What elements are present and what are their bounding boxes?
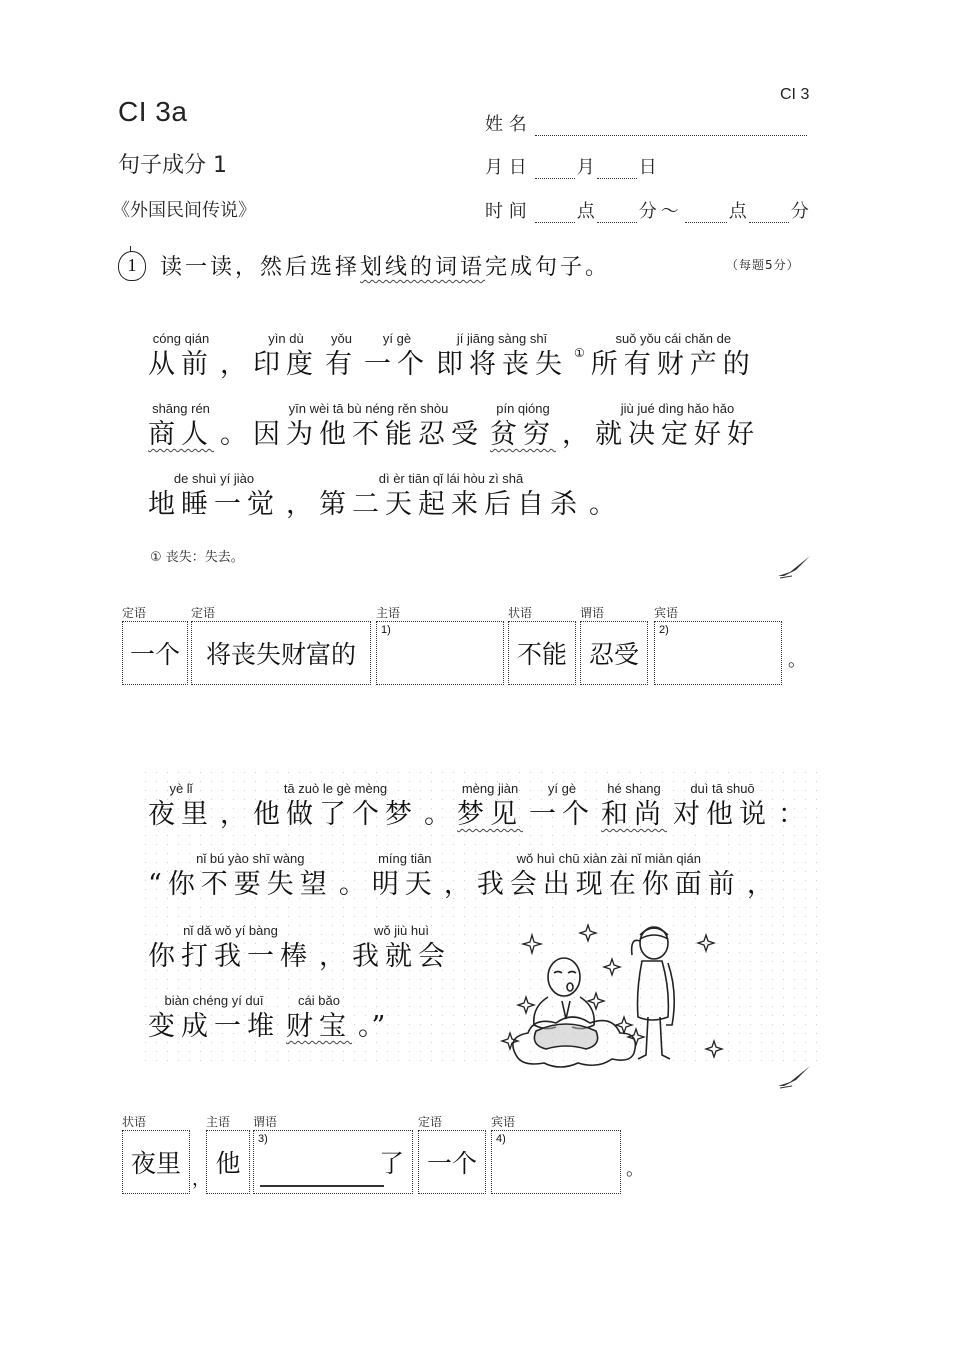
instruction-text-underlined: 划线的词语	[360, 255, 486, 280]
comma: ，	[192, 1169, 210, 1190]
month-field[interactable]	[535, 160, 575, 179]
punctuation	[220, 330, 247, 382]
date-label: 月 日	[485, 157, 527, 178]
hanzi: 。”	[358, 1011, 386, 1042]
word	[325, 330, 358, 382]
pinyin: pín qióng	[496, 401, 550, 416]
hanzi: 他做了个梦	[253, 799, 418, 830]
given-box	[508, 621, 576, 685]
hanzi: 。	[424, 799, 451, 830]
word[interactable]	[490, 400, 556, 452]
word	[148, 922, 313, 974]
underlined-word: 和尚	[601, 799, 667, 830]
time-separator: ～	[660, 201, 679, 222]
blank-number: 3)	[258, 1133, 268, 1145]
punctuation	[220, 400, 247, 452]
end-hour-field[interactable]	[685, 204, 727, 223]
word	[529, 780, 595, 832]
hanzi: 变成一堆	[148, 1011, 280, 1042]
box-text: 夜里	[130, 1149, 181, 1178]
underlined-word: 财宝	[286, 1011, 352, 1042]
name-label: 姓 名	[485, 114, 527, 135]
hanzi: 一个	[529, 799, 595, 830]
punctuation	[747, 850, 774, 902]
pinyin: cóng qián	[152, 331, 210, 346]
word	[148, 470, 280, 522]
hanzi: 我会出现在你面前	[476, 869, 741, 900]
punctuation	[220, 780, 247, 832]
pinyin: suǒ yǒu cái chǎn de	[615, 331, 732, 346]
pinyin: yí gè	[382, 331, 412, 346]
question-number: 1	[127, 255, 137, 275]
monk-illustration	[496, 905, 816, 1075]
given-box	[580, 621, 648, 685]
hanzi: 。	[338, 869, 366, 900]
word	[436, 330, 568, 382]
hanzi: ，	[443, 869, 471, 900]
name-field[interactable]	[535, 117, 807, 136]
minute-label: 分	[638, 201, 657, 222]
end-minute-field[interactable]	[749, 204, 789, 223]
hanzi: “	[148, 869, 162, 900]
passage-line	[148, 922, 457, 974]
punctuation	[319, 922, 346, 974]
underlined-word: 梦见	[457, 799, 523, 830]
hanzi: 我就会	[352, 941, 451, 972]
pinyin: hé shang	[607, 781, 661, 796]
hanzi: ，	[220, 799, 247, 830]
quill-icon	[776, 554, 812, 580]
answer-box[interactable]	[253, 1130, 413, 1194]
word[interactable]	[457, 780, 523, 832]
pinyin: wǒ jiù huì	[374, 923, 429, 938]
hanzi: 。	[589, 489, 616, 520]
word	[372, 850, 438, 902]
pinyin: dì èr tiān qǐ lái hòu zì shā	[378, 471, 524, 486]
period: 。	[626, 1159, 644, 1180]
box-text: 一个	[129, 640, 180, 669]
passage-line	[148, 470, 622, 522]
month-label: 月	[576, 157, 595, 178]
pinyin: yìn dù	[268, 331, 304, 346]
start-hour-field[interactable]	[535, 204, 575, 223]
punctuation	[339, 850, 366, 902]
answer-box[interactable]	[491, 1130, 621, 1194]
book-title: 《外国民间传说》	[112, 200, 256, 221]
name-row	[485, 110, 809, 136]
grammar-label: 宾语	[654, 606, 679, 620]
answer-underline[interactable]	[260, 1185, 384, 1187]
hanzi: ，	[319, 941, 346, 972]
grammar-label: 定语	[122, 606, 147, 620]
blank-number: 4)	[496, 1133, 506, 1145]
pinyin: yí gè	[547, 781, 577, 796]
underlined-word: 商人	[148, 419, 214, 450]
word	[364, 330, 430, 382]
passage-line	[148, 850, 780, 902]
given-box	[122, 1130, 190, 1194]
pinyin: tā zuò le gè mèng	[283, 781, 388, 796]
footnote-mark: ①	[574, 346, 585, 360]
answer-box[interactable]	[654, 621, 782, 685]
hanzi: 对他说	[673, 799, 772, 830]
page-code: CI 3	[780, 86, 810, 103]
word	[477, 850, 741, 902]
hanzi: 。	[220, 419, 247, 450]
hanzi: 你打我一棒	[148, 941, 313, 972]
pinyin: nǐ bú yào shī wàng	[196, 851, 305, 866]
hanzi: 有	[325, 349, 358, 380]
hanzi: ，	[746, 869, 774, 900]
word	[591, 330, 756, 382]
hanzi: 从前	[148, 349, 214, 380]
day-field[interactable]	[597, 160, 637, 179]
worksheet-subtitle: 句子成分 1	[118, 153, 227, 178]
answer-box[interactable]	[376, 621, 504, 685]
pinyin: wǒ huì chū xiàn zài nǐ miàn qián	[516, 851, 701, 866]
word	[253, 330, 319, 382]
pinyin: biàn chéng yí duī	[164, 993, 264, 1008]
hanzi: 即将丧失	[436, 349, 568, 380]
grammar-label: 谓语	[253, 1115, 278, 1129]
pinyin: nǐ dǎ wǒ yí bàng	[183, 923, 278, 938]
instruction-text-a: 读一读，然后选择	[160, 255, 361, 280]
box-text: 了	[378, 1149, 404, 1178]
hanzi: 地睡一觉	[148, 489, 280, 520]
underlined-word: 贫穷	[490, 419, 556, 450]
pinyin: míng tiān	[378, 851, 432, 866]
word	[253, 400, 484, 452]
punctuation	[358, 992, 385, 1044]
word[interactable]	[286, 992, 352, 1044]
word	[673, 780, 772, 832]
instruction-text-b: 完成句子。	[485, 255, 611, 280]
punctuation	[778, 780, 805, 832]
hanzi: ，	[220, 349, 247, 380]
box-text: 他	[215, 1149, 241, 1178]
hanzi: ，	[286, 489, 313, 520]
time-label: 时 间	[485, 201, 527, 222]
blank-number: 2)	[659, 624, 669, 636]
grammar-label: 状语	[122, 1115, 147, 1129]
question-instruction	[118, 250, 610, 281]
word	[148, 992, 280, 1044]
grammar-label: 主语	[206, 1115, 231, 1129]
hanzi: 就决定好好	[595, 419, 760, 450]
hour-label-2: 点	[728, 201, 747, 222]
hanzi: 第二天起来后自杀	[319, 489, 583, 520]
pinyin: de shuì yí jiào	[173, 471, 255, 486]
time-row	[485, 197, 809, 223]
minute-label-2: 分	[790, 201, 809, 222]
word	[352, 922, 451, 974]
blank-number: 1)	[381, 624, 391, 636]
grammar-label: 状语	[508, 606, 533, 620]
hanzi: 因为他不能忍受	[253, 419, 484, 450]
grammar-label: 谓语	[580, 606, 605, 620]
hanzi: ：	[778, 799, 805, 830]
box-text: 一个	[426, 1149, 477, 1178]
word[interactable]	[601, 780, 667, 832]
pinyin: cái bǎo	[298, 993, 340, 1008]
day-label: 日	[638, 157, 657, 178]
hanzi: 所有财产的	[590, 349, 756, 380]
grammar-label: 宾语	[491, 1115, 516, 1129]
pinyin: shāng rén	[152, 401, 210, 416]
pinyin: yǒu	[331, 331, 352, 346]
hanzi: ，	[562, 419, 589, 450]
hanzi: 明天	[371, 869, 438, 900]
period: 。	[788, 650, 806, 671]
hour-label: 点	[576, 201, 595, 222]
box-text: 将丧失财富的	[205, 640, 356, 669]
given-box	[206, 1130, 250, 1194]
hanzi: 夜里	[148, 799, 214, 830]
passage-line	[148, 400, 766, 452]
date-row	[485, 153, 657, 179]
pinyin: duì tā shuō	[690, 781, 755, 796]
passage-line	[148, 992, 391, 1044]
hanzi: 印度	[253, 349, 319, 380]
word	[253, 780, 418, 832]
box-text: 不能	[516, 640, 567, 669]
grammar-label: 主语	[376, 606, 401, 620]
passage-line	[148, 780, 811, 832]
box-text: 忍受	[588, 640, 639, 669]
punctuation	[286, 470, 313, 522]
hanzi: 你不要失望	[167, 869, 333, 900]
apple-number-icon	[118, 251, 146, 281]
grammar-label: 定语	[418, 1115, 443, 1129]
punctuation	[148, 850, 162, 902]
given-box	[122, 621, 188, 685]
punctuation	[589, 470, 616, 522]
quill-icon	[776, 1064, 812, 1090]
punctuation	[424, 780, 451, 832]
word	[148, 330, 214, 382]
footnote: ① 丧失：失去。	[150, 550, 244, 565]
score-note: （每题5分）	[726, 258, 800, 272]
word	[319, 470, 583, 522]
passage-line	[148, 330, 762, 382]
given-box	[191, 621, 371, 685]
pinyin: yīn wèi tā bù néng rěn shòu	[288, 401, 449, 416]
start-minute-field[interactable]	[597, 204, 637, 223]
word	[148, 780, 214, 832]
punctuation	[562, 400, 589, 452]
grammar-label: 定语	[191, 606, 216, 620]
hanzi: 一个	[364, 349, 430, 380]
pinyin: jiù jué dìng hǎo hǎo	[620, 401, 735, 416]
punctuation	[444, 850, 471, 902]
word	[595, 400, 760, 452]
given-box	[418, 1130, 486, 1194]
word[interactable]	[148, 400, 214, 452]
word	[168, 850, 333, 902]
pinyin: jí jiāng sàng shī	[456, 331, 548, 346]
worksheet-code: CI 3a	[118, 96, 188, 127]
pinyin: yè lǐ	[169, 781, 193, 796]
pinyin: mèng jiàn	[461, 781, 519, 796]
